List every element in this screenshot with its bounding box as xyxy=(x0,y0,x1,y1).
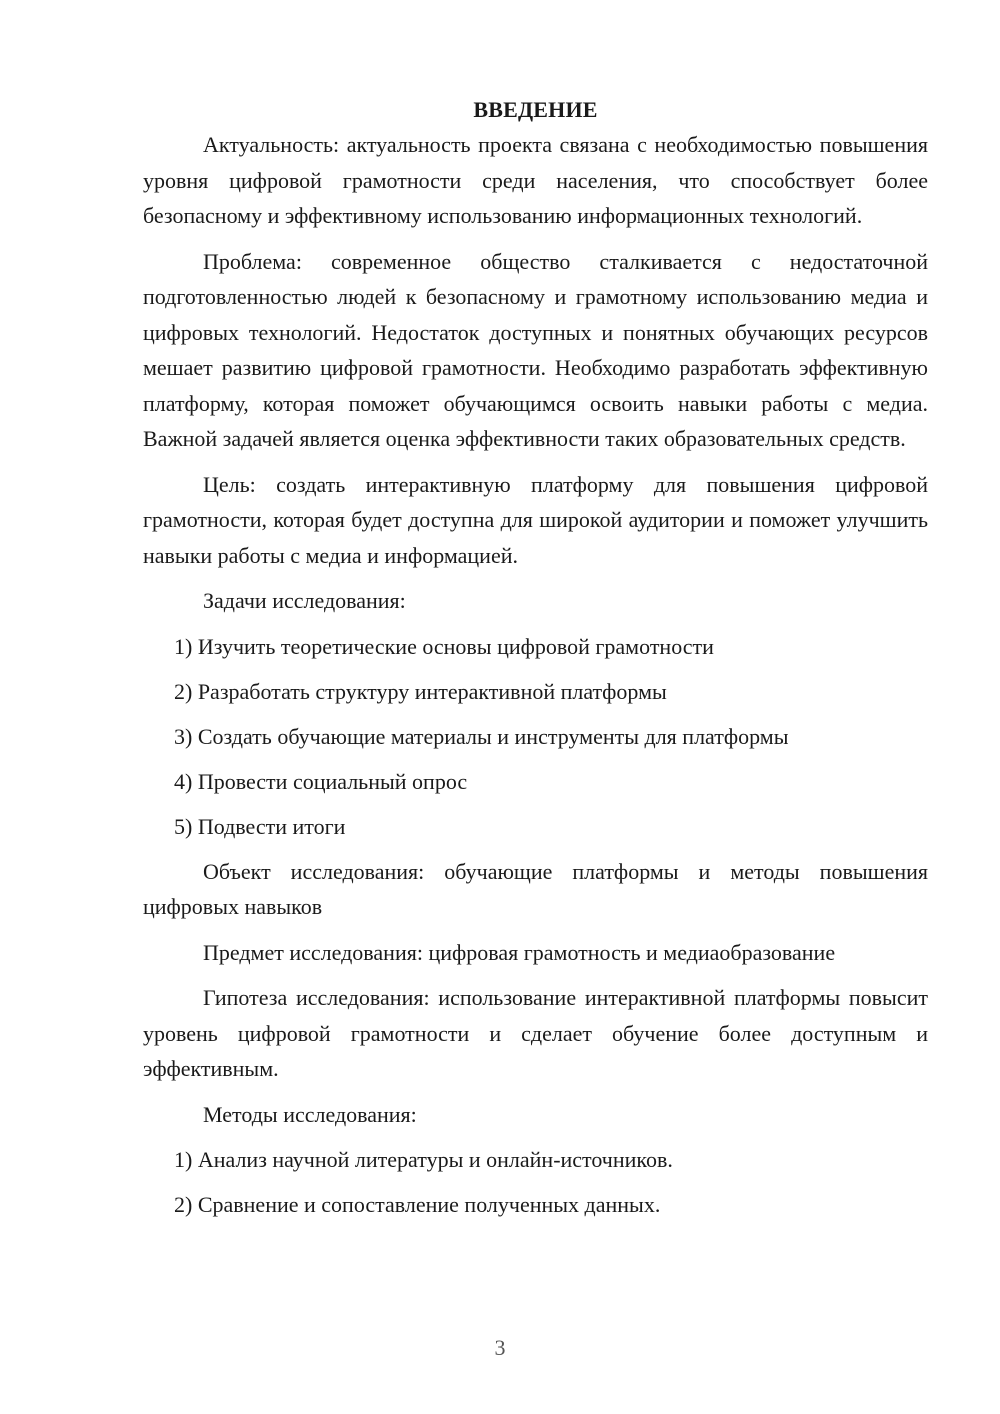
object-paragraph: Объект исследования: обучающие платформы и методы повышения цифровых навыков xyxy=(143,858,928,919)
subject-paragraph: Предмет исследования: цифровая грамотность и медиаобразование xyxy=(203,939,836,965)
relevance-paragraph: Актуальность: актуальность проекта связана с необходимостью повышения уровня цифровой грамотности среди населения, что способствует более безопасному и эффективному использованию информационных технологий. xyxy=(143,132,928,228)
list-item: 1) Анализ научной литературы и онлайн-источников. xyxy=(174,1147,673,1172)
hypothesis-paragraph: Гипотеза исследования: использование интерактивной платформы повысит уровень цифровой грамотности и сделает обучение более доступным и эффективным. xyxy=(143,985,928,1081)
page-number: 3 xyxy=(494,1335,506,1360)
list-item: 2) Разработать структуру интерактивной платформы xyxy=(174,678,667,704)
tasks-heading: Задачи исследования: xyxy=(203,588,406,613)
tasks-list xyxy=(143,629,928,845)
page-title: ВВЕДЕНИЕ xyxy=(473,97,598,122)
problem-paragraph: Проблема: современное общество сталкивается с недостаточной подготовленностью людей к безопасному и грамотному использованию медиа и цифровых технологий. Недостаток доступных и понятных обучающих ресурсов мешает развитию цифровой грамотности. Необходимо разработать эффективную платформу, которая поможет обучающимся освоить навыки работы с медиа. Важной задачей является оценка эффективности таких образовательных средств. xyxy=(143,248,928,451)
methods-heading: Методы исследования: xyxy=(203,1101,417,1127)
document-page xyxy=(143,94,928,1232)
methods-list xyxy=(143,1142,928,1223)
goal-paragraph: Цель: создать интерактивную платформу для повышения цифровой грамотности, которая будет доступна для широкой аудитории и поможет улучшить навыки работы с медиа и информацией. xyxy=(143,471,928,568)
list-item: 3) Создать обучающие материалы и инструменты для платформы xyxy=(174,723,789,749)
list-item: 4) Провести социальный опрос xyxy=(174,768,468,794)
list-item: 1) Изучить теоретические основы цифровой грамотности xyxy=(174,633,714,659)
list-item: 2) Сравнение и сопоставление полученных данных. xyxy=(174,1192,661,1217)
list-item: 5) Подвести итоги xyxy=(174,813,346,839)
